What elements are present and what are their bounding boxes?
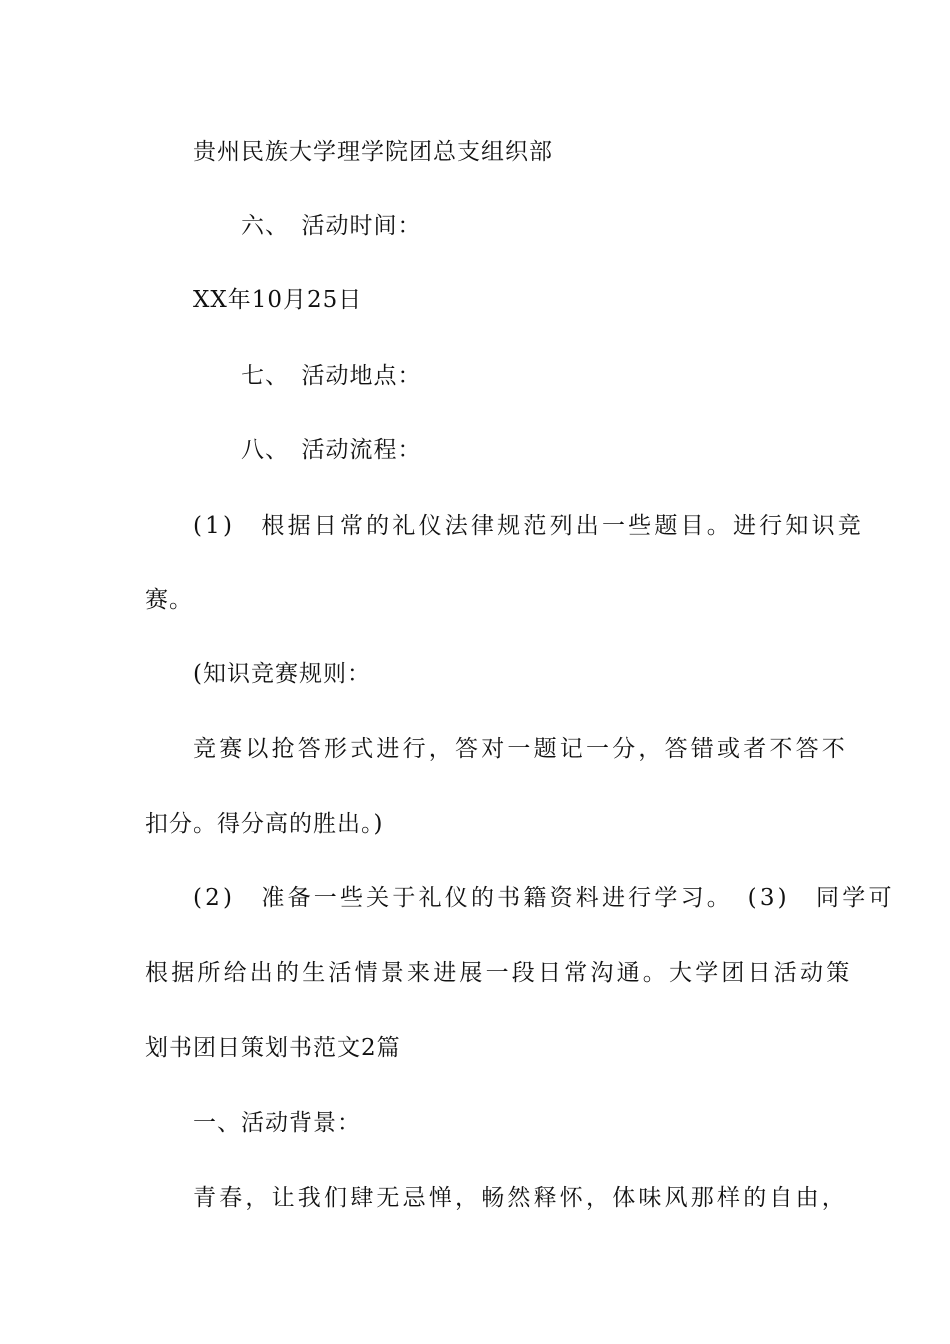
item1-line2: 赛。 — [145, 587, 193, 613]
section-seven-heading: 七、 活动地点： — [241, 363, 422, 389]
rules-line2: 扣分。得分高的胜出。) — [145, 811, 384, 837]
item23-line2: 根据所给出的生活情景来进展一段日常沟通。大学团日活动策 — [145, 960, 853, 986]
section-six-heading: 六、 活动时间： — [241, 213, 422, 239]
rules-title: (知识竞赛规则： — [193, 661, 371, 687]
section-eight-heading: 八、 活动流程： — [241, 437, 422, 463]
item23-line1: (2) 准备一些关于礼仪的书籍资料进行学习。 (3) 同学可 — [193, 885, 895, 911]
org-line: 贵州民族大学理学院团总支组织部 — [193, 139, 553, 165]
background-line1: 青春，让我们肆无忌惮，畅然释怀，体味风那样的自由， — [193, 1185, 848, 1211]
section-one-heading: 一、活动背景： — [193, 1110, 361, 1136]
rules-line1: 竞赛以抢答形式进行，答对一题记一分，答错或者不答不 — [193, 736, 848, 762]
item1-line1: (1) 根据日常的礼仪法律规范列出一些题目。进行知识竞 — [193, 513, 864, 539]
date-line: XX年10月25日 — [193, 287, 363, 313]
item23-line3: 划书团日策划书范文2篇 — [145, 1035, 401, 1061]
